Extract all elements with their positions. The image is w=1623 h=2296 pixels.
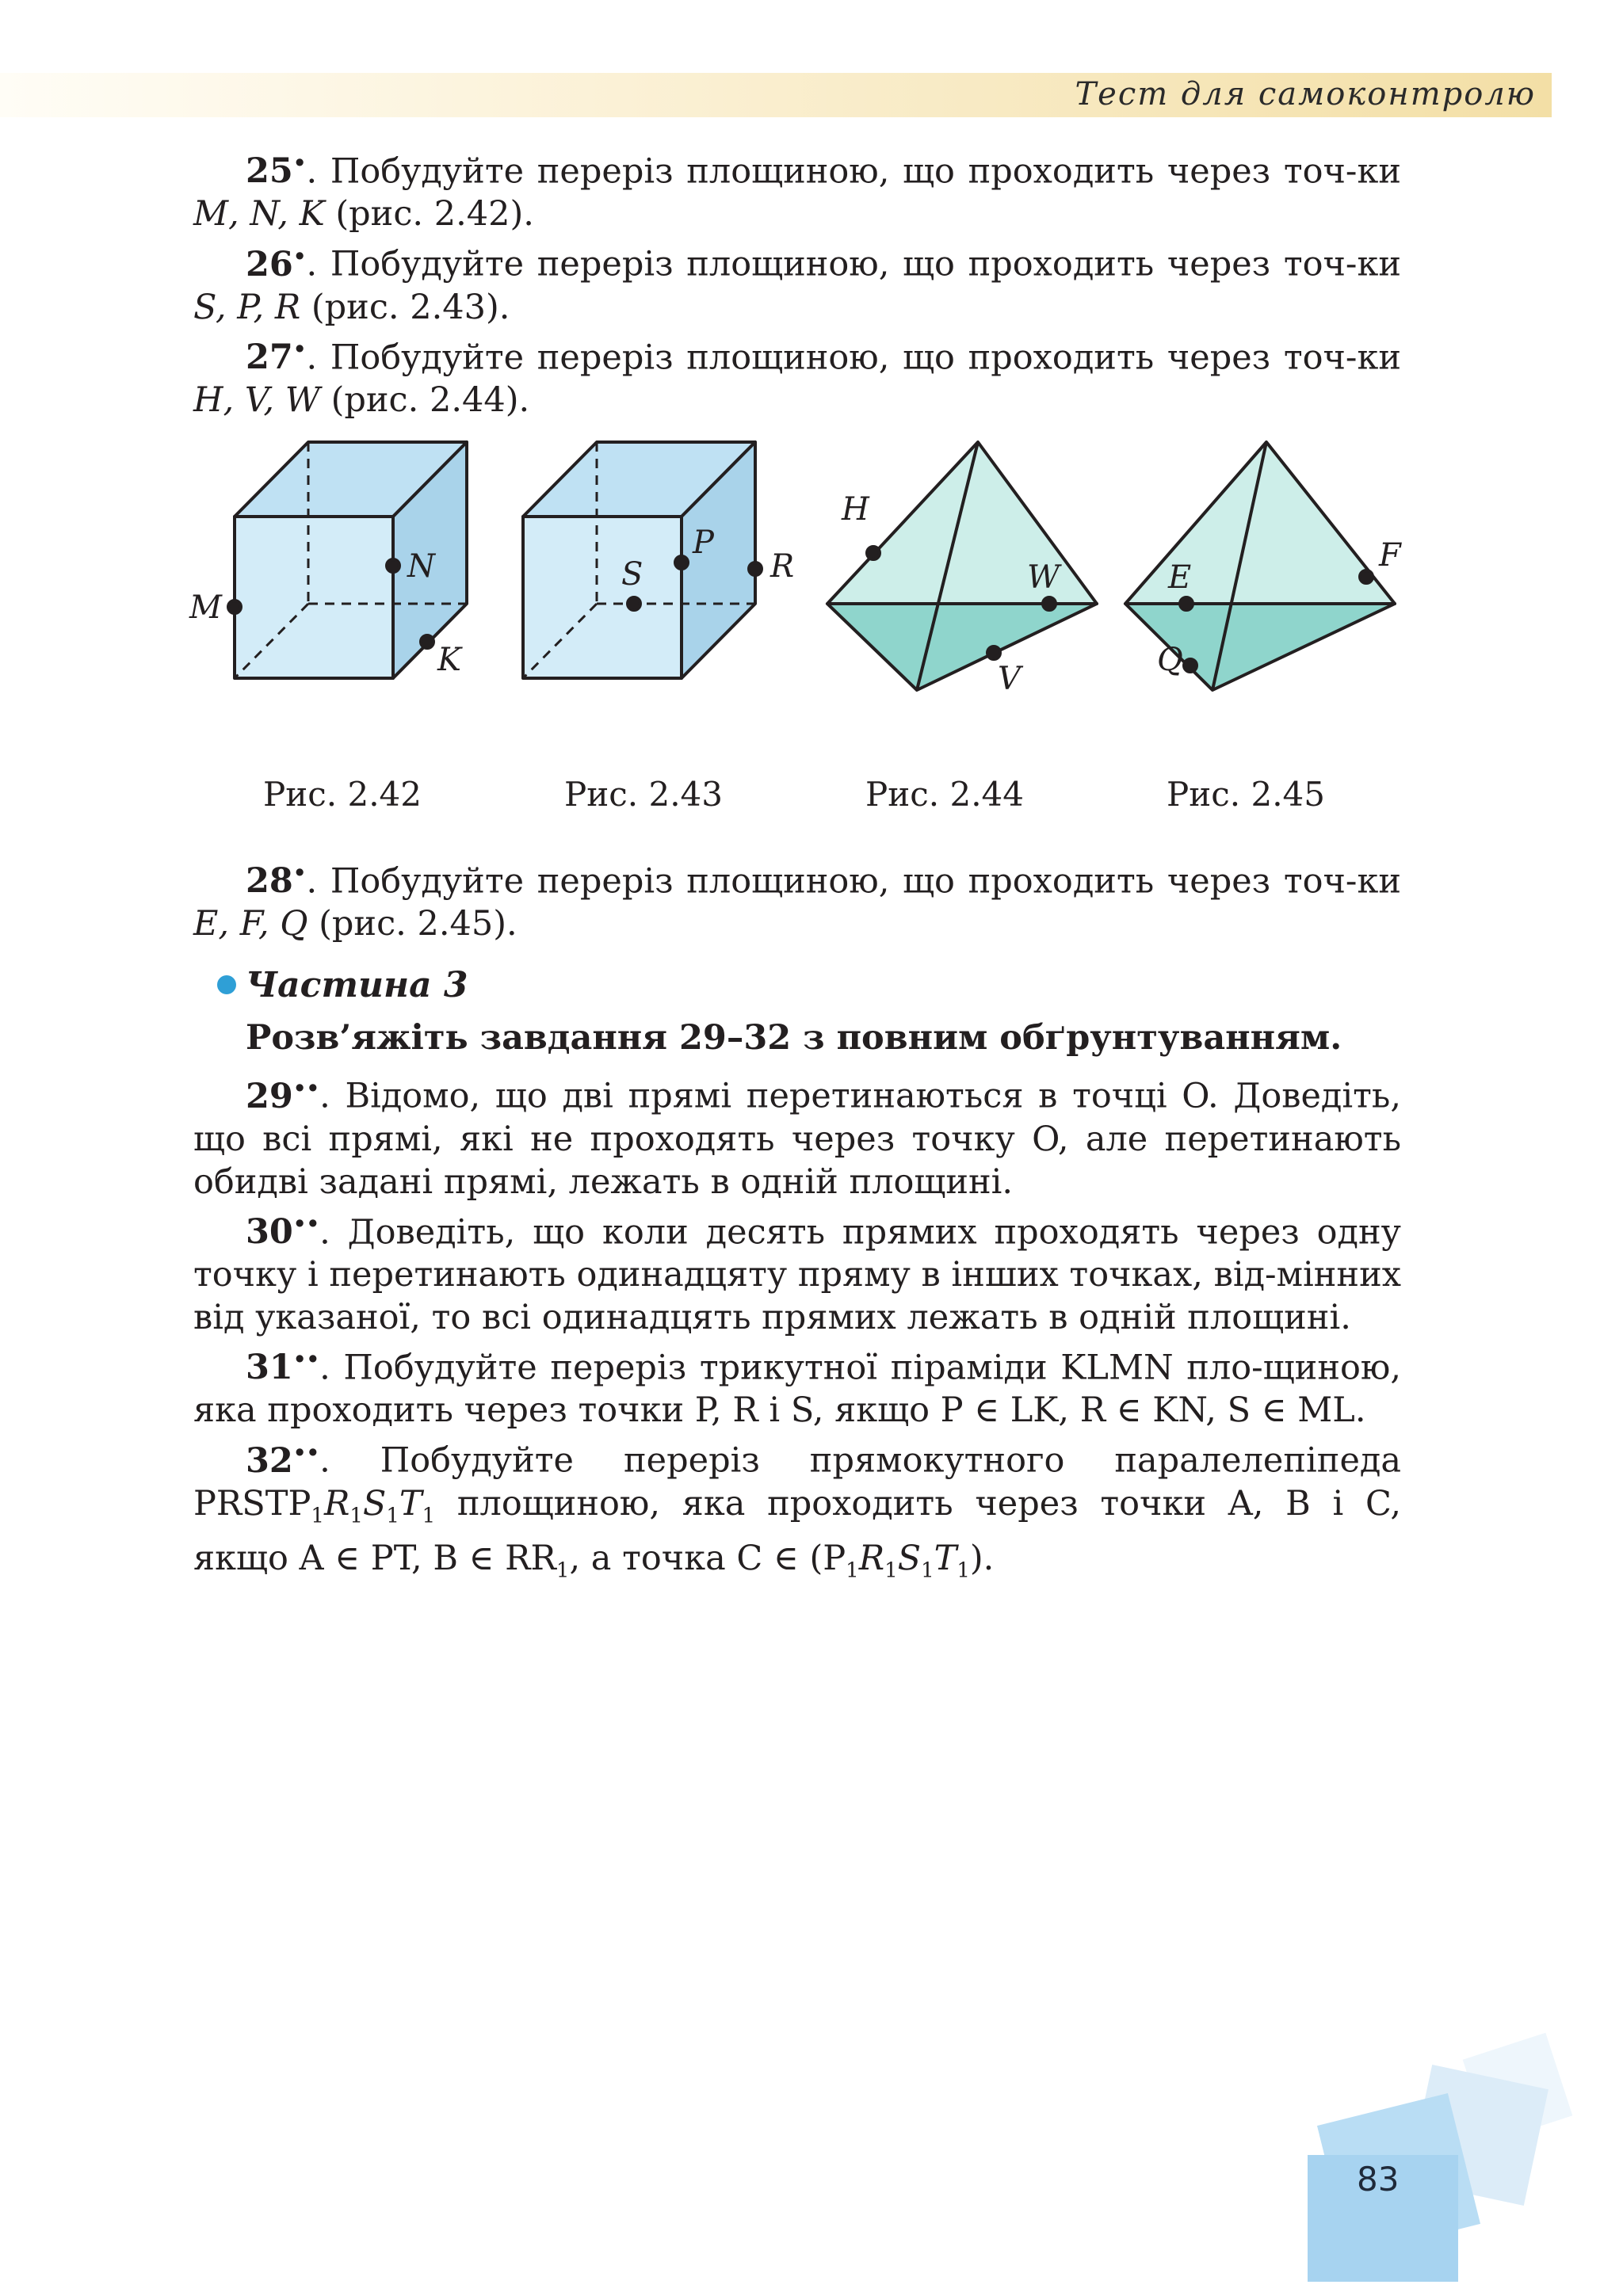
label-S: S <box>621 555 643 593</box>
task-29: 29••. Відомо, що дві прямі перетинаються в точці O. Доведіть, що всі прямі, які не проходять через точку O, але перетинають обидві задані прямі, лежать в одній площині. <box>193 1076 1401 1202</box>
page-content <box>189 143 1402 1592</box>
task-26: 26•. Побудуйте переріз площиною, що проходить через точ-ки S, P, R (рис. 2.43). <box>193 244 1401 327</box>
label-K: K <box>437 641 461 678</box>
label-W: W <box>1027 559 1060 596</box>
caption-2-43: Рис. 2.43 <box>564 774 723 814</box>
task-32: 32••. Побудуйте переріз прямокутного паралелепіпеда $PRSTP_1R_1S_1T_1$ площиною, яка проходить через точки A, B і C, якщо A ∈ PT, B ∈ $RR_1$, а точка C ∈ $(P_1R_1S_1T_1)$. <box>193 1440 1401 1583</box>
label-N: N <box>407 547 435 585</box>
task-27: 27•. Побудуйте переріз площиною, що проходить через точ-ки H, V, W (рис. 2.44). <box>193 337 1401 420</box>
label-H: H <box>842 490 869 528</box>
running-header: Тест для самоконтролю <box>1075 76 1536 113</box>
caption-2-44: Рис. 2.44 <box>865 774 1024 814</box>
fig-2-42-cube <box>189 442 467 678</box>
fig-2-44-pyramid <box>827 442 1097 697</box>
bullet-icon <box>217 975 236 994</box>
label-F: F <box>1379 536 1401 574</box>
fig-2-45-pyramid <box>1125 442 1402 690</box>
figures-svg <box>185 434 1422 767</box>
label-Q: Q <box>1157 641 1183 678</box>
task-25: 25•. Побудуйте переріз площиною, що проходить через точ-ки M, N, K (рис. 2.42). <box>193 151 1401 235</box>
caption-2-42: Рис. 2.42 <box>263 774 422 814</box>
page-number: 83 <box>1357 2160 1400 2199</box>
task-28: 28•. Побудуйте переріз площиною, що проходить через точ-ки E, F, Q (рис. 2.45). <box>193 861 1401 944</box>
label-P: P <box>693 524 714 561</box>
corner-decoration <box>1308 2028 1577 2282</box>
task-30: 30••. Доведіть, що коли десять прямих проходять через одну точку і перетинають одинадцяту пряму в інших точках, від-мінних від указаної, то всі одинадцять прямих лежать в одній площині. <box>193 1211 1402 1337</box>
label-V: V <box>998 660 1021 697</box>
label-M: M <box>189 589 222 626</box>
figures-row <box>189 434 1401 846</box>
part-3-heading: Частина 3 <box>246 964 1401 1007</box>
fig-2-43-cube <box>523 442 794 678</box>
label-E: E <box>1168 559 1192 596</box>
label-R: R <box>770 547 795 585</box>
task-31: 31••. Побудуйте переріз трикутної піраміди KLMN пло-щиною, яка проходить через точки P, R і S, якщо P ∈ LK, R ∈ KN, S ∈ ML. <box>193 1348 1401 1431</box>
caption-2-45: Рис. 2.45 <box>1167 774 1325 814</box>
figure-captions <box>193 773 1401 813</box>
part-3-instruction: Розв’яжіть завдання 29–32 з повним обґрунтуванням. <box>246 1018 1342 1058</box>
